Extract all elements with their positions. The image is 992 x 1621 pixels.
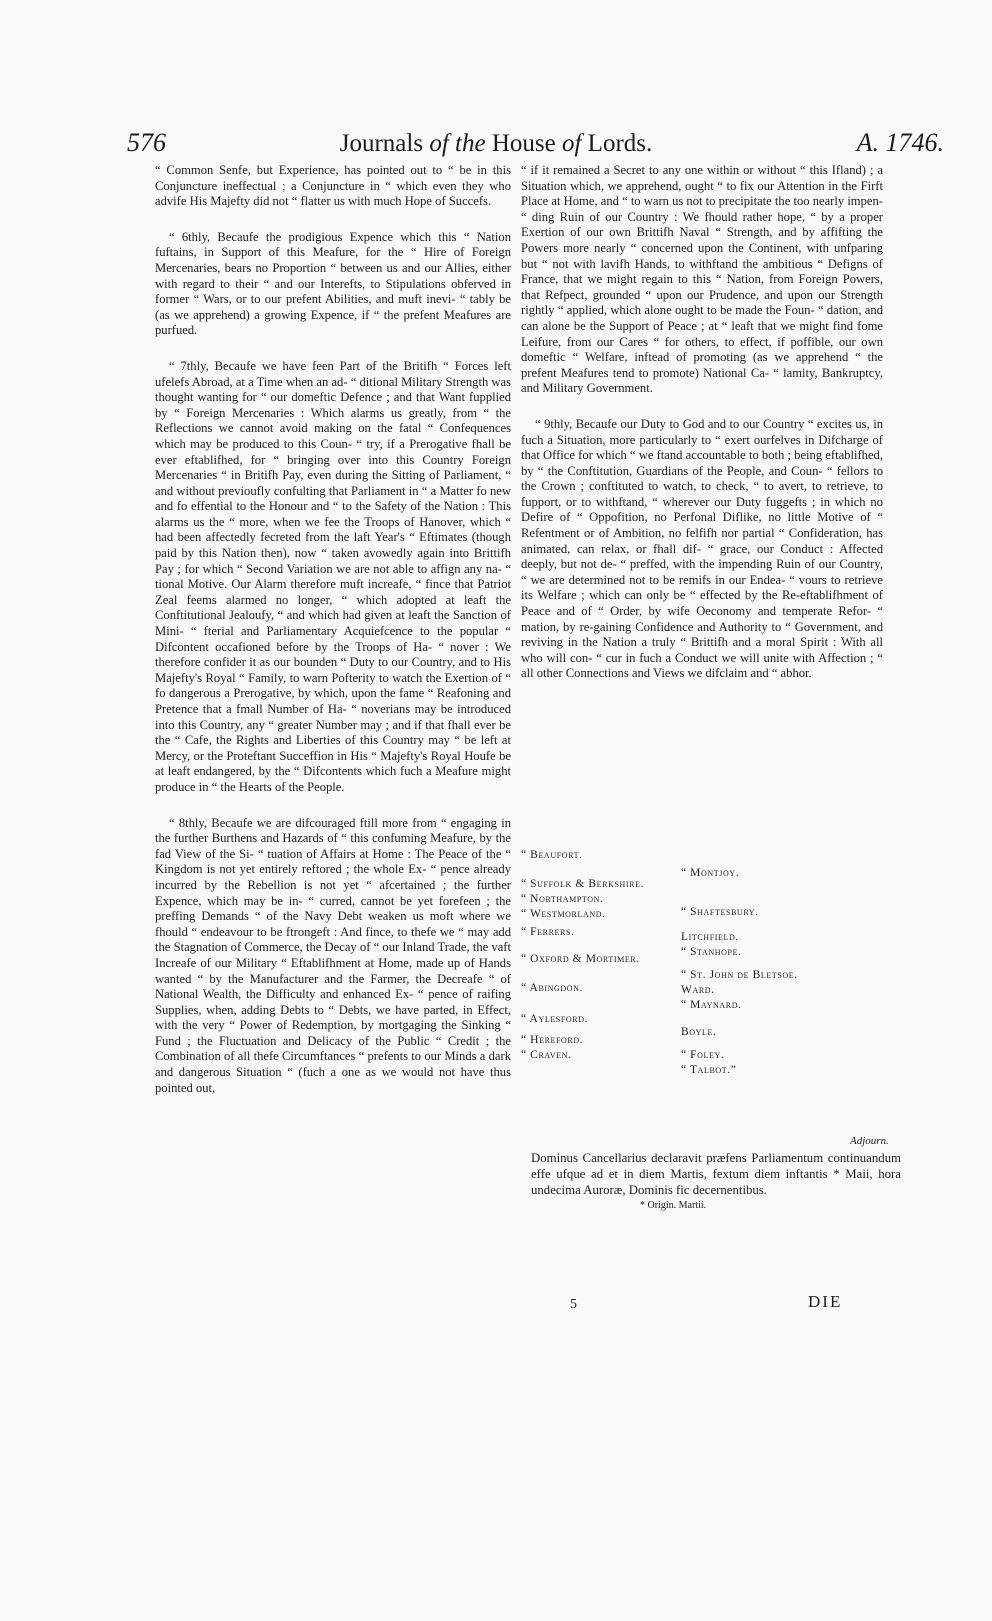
signatories-left: [521, 848, 701, 1063]
adjournment-paragraph: Dominus Cancellarius declaravit præfens Parliamentum continuandum effe ufque ad et in diem Martis, fextum diem inftantis * Maii, hora undecima Auroræ, Dominis fic decernentibus.: [531, 1150, 901, 1197]
signatory: “ Montjoy.: [681, 867, 740, 879]
paragraph-sixthly: “ 6thly, Becaufe the prodigious Expence which this “ Nation fuftains, in Support of this Meafure, for the “ Hire of Foreign Mercenaries, bears no Proportion “ between us and our Allies, either with regard to their “ and our Interefts, to Stipulations obferved in former “ Wars, or to our prefent Abilities, and muft inevi- “ tably be (as we apprehend) a growing Expence, if “ the prefent Meafures are purfued.: [155, 229, 511, 338]
footnote: * Origin. Martii.: [640, 1200, 707, 1211]
signatory: “ Talbot.”: [681, 1064, 737, 1076]
right-column: [521, 163, 883, 702]
signatory: Litchfield.: [681, 931, 739, 943]
signatories-right: [681, 866, 861, 1078]
paragraph-eighthly: “ 8thly, Becaufe we are difcouraged ftill more from “ engaging in the further Burthens and Hazards of “ this confuming Meafure, by the fad View of the Si- “ tuation of Affairs at Home : The Peace of the “ Kingdom is not yet entirely reftored ; the whole Ex- “ pence already incurred by the Rebellion is not yet “ afcertained ; the further Expence, which may be in- “ curred, cannot be yet forefeen ; the preffing Demands “ of the Navy Debt weaken us moft where we fhould “ endeavour to be ftrongeft : And fince, to thefe we “ may add the Stagnation of Commerce, the Decay of “ our Inland Trade, the vaft Increafe of our Military “ Eftablifhment at Home, made up of Hands wanted “ by the Manufacturer and the Farmer, the Decreafe “ of National Wealth, the Difficulty and enhanced Ex- “ pence of raifing Supplies, when, adding Debts to “ Debts, we have parted, in Effect, with the very “ Power of Redemption, by mortgaging the Sinking “ Fund ; the Fluctuation and Delicacy of the Public “ Credit ; the Combination of all thefe Circumftances “ prefents to our Minds a dark and dangerous Situation “ (fuch a one as we would not have thus pointed out,: [155, 815, 511, 1095]
signatory: Ward.: [681, 984, 715, 996]
page-number: 576: [127, 128, 166, 157]
signatory: “ Northampton.: [521, 893, 604, 905]
signatories: [521, 848, 883, 1138]
signatory: “ Abingdon.: [521, 982, 584, 994]
signatory: “ Suffolk & Berkshire.: [521, 878, 645, 890]
signatory: “ Maynard.: [681, 999, 742, 1011]
signatory: “ Shaftesbury.: [681, 906, 759, 918]
left-column: [155, 163, 511, 1116]
title-word-of: of: [561, 130, 582, 157]
title-word-lords: Lords.: [587, 130, 653, 157]
signatory: “ Craven.: [521, 1049, 572, 1061]
signatory: “ Oxford & Mortimer.: [521, 953, 640, 965]
signatory: “ Stanhope.: [681, 946, 742, 958]
page-header: [0, 128, 992, 158]
signatory: Boyle.: [681, 1026, 717, 1038]
margin-note-adjourn: Adjourn.: [850, 1135, 889, 1147]
signatory: “ Westmorland.: [521, 908, 606, 920]
signatory: “ Aylesford.: [521, 1013, 589, 1025]
signatory: “ Beaufort.: [521, 849, 583, 861]
signatory: “ Hereford.: [521, 1034, 584, 1046]
signatory: “ St. John de Bletsoe.: [681, 969, 798, 981]
paragraph-common-sense: “ Common Senfe, but Experience, has pointed out to “ be in this Conjuncture ineffectual ; a Conjuncture in “ which even they who advife His Majefty did not “ flatter us with much Hope of Succefs.: [155, 163, 511, 209]
title-word-journals: Journals: [339, 130, 424, 157]
page-year: A. 1746.: [856, 128, 944, 157]
paragraph-ninthly: “ 9thly, Becaufe our Duty to God and to our Country “ excites us, in fuch a Situation, more particularly to “ exert ourfelves in Difcharge of that Office for which “ we ftand accountable to both ; being eftablifhed, by “ the Conftitution, Guardians of the People, and Coun- “ fellors to the Crown ; conftituted to watch, to check, “ to avert, to retrieve, to fupport, or to withftand, “ wherever our Duty fuggefts ; in which no Defire of “ Oppofition, no Perfonal Diflike, no little Motive of “ Refentment or of Ambition, no felfifh nor partial “ Confideration, has animated, can relax, or fhall dif- “ grace, our Conduct : Affected deeply, but not de- “ preffed, with the impending Ruin of our Country, “ we are determined not to be remifs in our Endea- “ vours to retrieve its Welfare ; which can only be “ effected by the Re-eftablifhment of Peace and of “ Order, by wife Oeconomy and temperate Refor- “ mation, by re-gaining Confidence and Authority to “ Government, and reviving in the Nation a truly “ Brittifh and a moral Spirit : With all who will con- “ cur in fuch a Conduct we will unite with Affection ; “ all other Connections and Views we difclaim and “ abhor.: [521, 416, 883, 681]
signature-mark: 5: [570, 1297, 577, 1312]
paragraph-continuation: “ if it remained a Secret to any one within or without “ this Ifland) ; a Situation which, we apprehend, ought “ to fix our Attention in the Firft Place at Home, and “ to warn us not to precipitate the too nearly impen- “ ding Ruin of our Country : We fhould rather hope, “ by a proper Exertion of our own Brittifh Naval “ Strength, and by affifting the Powers more nearly “ concerned upon the Continent, with unfparing but “ not with lavifh Hands, to withftand the ambitious “ Defigns of France, that we might regain to this “ Nation, from Foreign Powers, that Refpect, grounded “ upon our Prudence, and upon our Strength rightly “ applied, which alone ought to be made the Foun- “ dation, and can alone be the Support of Peace ; at “ leaft that we might find fome Leifure, from our Cares “ for others, to effect, if poffible, our own domeftic “ Welfare, inftead of promoting (as we apprehend “ the prefent Meafures tend to promote) National Ca- “ lamity, Bankruptcy, and Military Government.: [521, 163, 883, 396]
title-word-house: House: [491, 130, 556, 157]
title-word-of-the: of the: [429, 130, 486, 157]
signatory: “ Foley.: [681, 1049, 725, 1061]
signatory: “ Ferrers.: [521, 926, 575, 938]
catchword: DIE: [808, 1292, 843, 1311]
running-title: [0, 130, 992, 158]
paragraph-seventhly: “ 7thly, Becaufe we have feen Part of the Britifh “ Forces left ufelefs Abroad, at a Time when an ad- “ ditional Military Strength was thought wanting for “ our domeftic Defence ; and that Want fupplied by “ Foreign Mercenaries : Which alarms us greatly, from “ the Reflections we cannot avoid making on the fatal “ Confequences which may be produced to this Coun- “ try, if a Prerogative fhall be ever eftablifhed, for “ bringing over into this Country Foreign Mercenaries “ in Britifh Pay, even during the Sitting of Parliament, “ and without previoufly confulting that Parliament in “ a Matter fo new and fo effential to the Honour and “ to the Safety of the Nation : This alarms us the “ more, when we fee the Troops of Hanover, which “ had been affectedly fecreted from the laft Year's “ Eftimates (though paid by this Nation then), now “ taken avowedly again into Brittifh Pay ; for which “ Second Variation we are not able to affign any na- “ tional Motive. Our Alarm therefore muft increafe, “ fince that Patriot Zeal feems alarmed no longer, “ which adopted at leaft the Conftitutional Jealoufy, “ and which had given at leaft the Sanction of Mini- “ fterial and Parliamentary Acquiefcence to the popular “ Difcontent occafioned before by the Troops of Ha- “ nover : We therefore confider it as our bounden “ Duty to our Country, and to His Majefty's Royal “ Family, to warn Pofterity to watch the Exertion of “ fo dangerous a Prerogative, by which, upon the fame “ Reafoning and Pretence that a fmall Number of Ha- “ noverians may be introduced into this Country, any “ greater Number may ; and if that fhall ever be the “ Cafe, the Rights and Liberties of this Country may “ be left at Mercy, or the Proteftant Succeffion in His “ Majefty's Royal Houfe be at leaft endangered, by the “ Difcontents which fuch a Meafure might produce in “ the Hearts of the People.: [155, 358, 511, 794]
